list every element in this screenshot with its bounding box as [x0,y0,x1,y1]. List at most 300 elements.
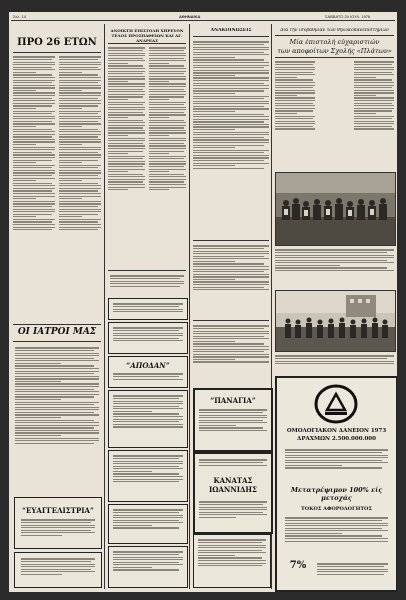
text-line [108,86,145,87]
text-line [113,330,179,331]
history-column-b [59,55,101,320]
text-line [193,289,269,290]
text-line [275,267,387,268]
notices-bottom [193,324,269,384]
text-line [149,63,169,64]
text-line [354,126,392,127]
text-line [108,122,145,123]
text-line [59,56,101,57]
text-line [15,422,99,423]
text-line [59,170,101,171]
text-line [149,83,186,84]
text-line [13,206,52,207]
text-line [198,545,266,546]
text-line [149,86,186,87]
text-line [13,154,55,155]
text-line [285,449,388,450]
text-line [193,279,235,280]
doctors-listing [15,346,99,494]
text-line [193,106,264,107]
text-line [21,558,95,559]
text-line [108,120,143,121]
text-line [108,102,145,103]
text-line [113,413,179,414]
text-line [15,438,99,439]
text-line [113,311,183,312]
text-line [193,287,264,288]
text-line [13,103,55,104]
panagia-ad [193,388,273,452]
text-line [108,140,145,141]
text-line [13,211,55,212]
text-line [317,569,388,570]
text-line [149,71,186,72]
text-line [193,258,269,259]
text-line [13,157,55,158]
text-line [13,59,52,60]
clinic-ad [14,497,102,549]
text-line [15,440,99,441]
text-line [113,557,183,558]
text-line [354,116,394,117]
text-line [275,260,387,261]
text-line [193,261,235,262]
text-line [199,420,263,421]
text-line [59,162,82,163]
text-line [193,165,235,166]
text-line [199,512,263,513]
text-line [193,67,264,68]
text-line [108,53,145,54]
text-line [354,100,394,101]
text-line [198,550,262,551]
text-line [149,102,186,103]
text-line [13,209,55,210]
text-line [15,402,99,403]
text-line [193,98,264,99]
text-line [193,114,264,115]
text-line [59,167,98,168]
text-line [15,414,99,415]
text-line [193,263,264,264]
text-line [113,421,179,422]
text-line [108,158,143,159]
text-line [59,227,101,228]
text-line [354,97,394,98]
text-line [193,137,264,138]
text-line [113,373,183,374]
text-line [13,139,55,140]
text-line [59,131,101,132]
doctors-title: ΟΙ ΙΑΤΡΟΙ ΜΑΣ [17,327,97,337]
text-line [193,147,235,148]
text-line [193,124,269,125]
text-line [149,114,186,115]
text-line [193,276,269,277]
coupon-title: ΤΟΚΟΣ ΑΦΟΡΟΛΟΓΗΤΟΣ [301,506,372,512]
text-line [108,71,145,72]
text-line [149,60,186,61]
text-line [199,517,236,518]
surgeon-ad [108,450,188,502]
text-line [59,160,98,161]
text-line [59,105,98,106]
text-line [199,427,263,428]
text-line [193,160,264,161]
apodan-name: “ΑΠΟΔΑΝ” [126,361,170,370]
text-line [13,111,55,112]
text-line [13,113,52,114]
text-line [13,175,52,176]
text-line [108,127,143,128]
notices-column [193,40,269,236]
text-line [108,65,143,66]
text-line [354,77,376,78]
text-line [13,201,55,202]
text-line [199,422,267,423]
text-line [13,108,36,109]
text-line [59,147,101,148]
text-line [113,512,179,513]
text-line [21,527,95,528]
text-line [15,347,99,348]
text-line [354,69,394,70]
text-line [108,78,145,79]
text-line [15,371,99,372]
text-line [108,125,145,126]
text-line [113,476,183,477]
history-title: ΠΡΟ 26 ΕΤΩΝ [17,37,97,48]
text-line [13,126,36,127]
text-line [149,73,184,74]
text-line [285,465,342,466]
text-line [193,49,269,50]
text-line [21,525,95,526]
text-line [59,144,82,145]
text-line [108,91,145,92]
text-line [354,64,392,65]
text-line [108,169,145,170]
text-line [13,85,55,86]
text-line [108,114,145,115]
text-line [59,196,101,197]
text-line [275,97,315,98]
text-line [193,103,269,104]
text-line [13,216,36,217]
text-line [113,458,179,459]
text-line [59,172,101,173]
text-line [193,80,269,81]
text-line [13,214,52,215]
text-line [59,206,98,207]
text-line [59,188,101,189]
text-line [113,479,183,480]
text-line [13,123,55,124]
text-line [193,85,269,86]
text-line [193,134,269,135]
text-line [59,149,101,150]
text-line [59,59,98,60]
text-line [149,138,186,139]
article-kicker: Διά την ίσοβαθμίαν των θηλυκοπανεπιστημίων [280,28,389,33]
bond-promo: Μετατρέψιμον 100% είς μετοχάς [290,486,383,502]
text-line [59,121,98,122]
text-line [15,404,94,405]
text-line [108,55,145,56]
text-line [275,265,340,266]
text-line [59,139,101,140]
text-line [13,185,55,186]
text-line [59,219,101,220]
text-line [21,574,62,575]
text-line [354,103,392,104]
article-text-right [354,60,394,168]
text-line [59,103,101,104]
text-line [193,253,269,254]
text-line [108,104,143,105]
text-line [108,181,143,182]
text-line [15,430,99,431]
text-line [275,95,297,96]
text-line [108,156,145,157]
text-line [108,112,143,113]
text-line [13,180,36,181]
text-line [199,514,267,515]
text-line [149,120,184,121]
text-line [113,564,183,565]
text-line [59,178,101,179]
text-line [113,473,179,474]
text-line [59,185,101,186]
text-line [108,117,128,118]
text-line [15,360,99,361]
text-line [113,309,183,310]
text-line [285,528,382,529]
text-line [15,381,61,382]
text-line [149,184,186,185]
text-line [59,108,82,109]
text-line [15,420,94,421]
text-line [193,274,269,275]
text-line [354,67,394,68]
text-line [59,90,82,91]
text-line [149,156,186,157]
text-line [108,60,145,61]
text-line [193,90,264,91]
text-line [13,69,55,70]
text-line [13,74,52,75]
text-line [108,174,143,175]
text-line [149,47,186,48]
text-line [15,365,94,366]
text-line [15,368,99,369]
text-line [21,564,95,565]
notices-lower [193,244,269,316]
text-line [13,188,55,189]
text-line [193,155,269,156]
text-line [149,96,184,97]
text-line [113,466,179,467]
text-line [113,562,179,563]
text-line [113,335,183,336]
text-line [193,59,264,60]
text-line [59,157,101,158]
text-line [193,168,264,169]
text-line [59,180,82,181]
page-number: Σελ. 14 [13,14,26,19]
text-line [149,112,184,113]
text-line [275,82,315,83]
text-line [149,104,184,105]
text-line [193,341,235,342]
text-line [149,163,186,164]
text-line [21,569,91,570]
open-letter-headline: ΑΝΟΙΚΤΗ ΕΠΙΣΤΟΛΗ ΧΗΡΕΥΟΝ ΤΕΛΟΣ ΠΡΟΣΠΑΘΕΙΩΝ ΚΑΙ ΑΓ. ΑΝΔΡΕΑΣ [110,28,184,43]
text-line [199,409,267,410]
text-line [13,221,52,222]
text-line [59,62,101,63]
orthopedic-ad [108,504,188,544]
text-line [149,125,186,126]
text-line [13,193,55,194]
text-line [13,67,52,68]
text-line [108,94,145,95]
text-line [113,376,179,377]
text-line [108,58,143,59]
text-line [193,108,269,109]
deh-logo [313,384,359,424]
text-line [354,105,394,106]
text-line [113,424,183,425]
text-line [59,95,101,96]
text-line [108,89,143,90]
text-line [21,535,62,536]
text-line [354,61,394,62]
text-line [193,256,264,257]
text-line [13,162,36,163]
text-line [149,166,184,167]
text-line [193,44,264,45]
text-line [59,126,82,127]
text-line [199,504,263,505]
text-line [15,363,61,364]
text-line [108,99,128,100]
text-line [13,178,55,179]
text-line [108,179,145,180]
text-line [13,219,55,220]
text-line [198,547,266,548]
text-line [199,459,267,460]
text-line [354,113,376,114]
announcement-box [108,298,188,320]
text-line [113,463,183,464]
text-line [15,412,94,413]
text-line [13,149,55,150]
text-line [13,72,36,73]
text-line [149,107,186,108]
text-line [113,403,183,404]
text-line [108,166,143,167]
text-line [193,75,235,76]
text-line [275,74,315,75]
text-line [149,81,169,82]
text-line [149,99,169,100]
text-line [193,72,269,73]
text-line [113,338,179,339]
text-line [13,116,55,117]
text-line [15,407,99,408]
text-line [193,361,269,362]
text-line [199,417,267,418]
text-line [275,87,313,88]
text-line [193,126,269,127]
text-line [113,567,152,568]
text-line [199,425,236,426]
text-line [13,190,52,191]
text-line [13,118,55,119]
text-line [149,78,186,79]
text-line [198,552,266,553]
text-line [59,134,101,135]
text-line [108,135,128,136]
text-line [59,69,101,70]
text-line [15,383,99,384]
text-line [59,198,82,199]
text-line [193,101,269,102]
text-line [59,141,101,142]
text-line [110,278,180,279]
text-line [113,398,179,399]
text-line [149,189,169,190]
text-line [275,108,315,109]
text-line [59,190,98,191]
text-line [275,64,313,65]
text-line [199,412,263,413]
text-line [193,266,269,267]
letter-column-b [149,46,186,266]
text-line [317,571,388,572]
text-line [275,361,394,362]
text-line [199,501,267,502]
text-line [275,67,315,68]
text-line [13,136,52,137]
newspaper-page [9,12,397,592]
text-line [149,158,184,159]
text-line [113,471,152,472]
text-line [285,533,342,534]
text-line [15,386,99,387]
text-line [285,541,388,542]
text-line [113,468,183,469]
text-line [113,419,183,420]
text-line [149,143,184,144]
text-line [354,108,394,109]
article-headline-2: των αποφοίτων Σχολής «Πλάτων» [277,47,392,55]
text-line [21,530,91,531]
text-line [193,351,264,352]
text-line [15,399,61,400]
text-line [149,91,186,92]
text-line [275,113,297,114]
text-line [193,111,235,112]
text-line [193,157,269,158]
text-line [193,346,269,347]
text-line [13,198,36,199]
text-line [354,110,392,111]
text-line [108,148,145,149]
bond-details [285,516,388,556]
text-line [149,55,186,56]
